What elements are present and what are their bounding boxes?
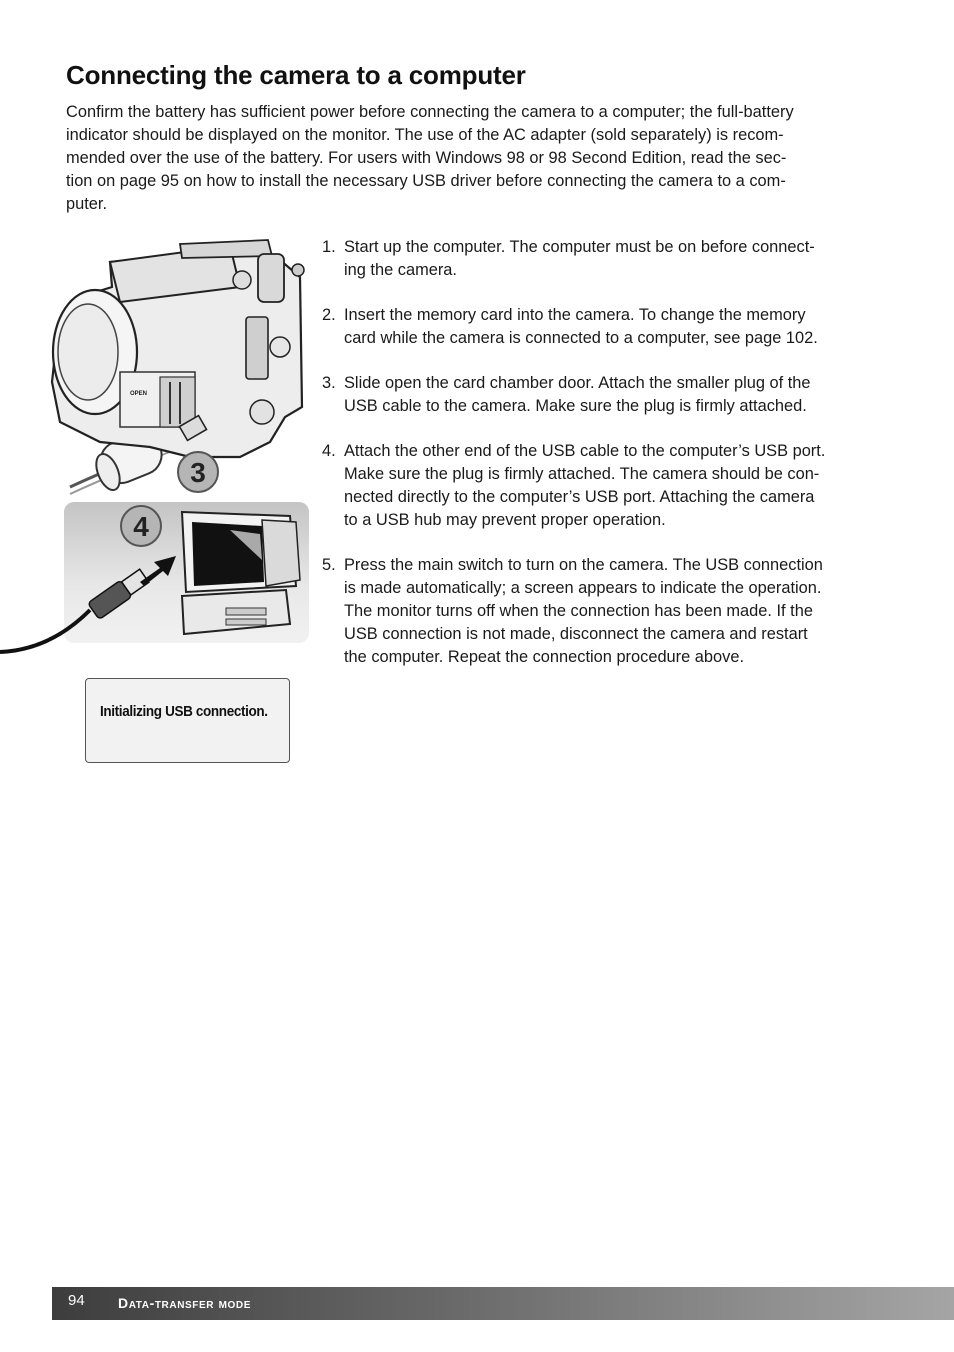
step-text: Start up the computer. The computer must be on before connect- xyxy=(344,238,815,256)
step-text: Make sure the plug is firmly attached. The camera should be con- xyxy=(344,465,820,483)
intro-line: Confirm the battery has sufficient power before connecting the camera to a computer; the full-battery xyxy=(66,103,794,121)
step-text: USB connection is not made, disconnect the camera and restart xyxy=(344,625,808,643)
intro-line: tion on page 95 on how to install the necessary USB driver before connecting the camera to a com- xyxy=(66,172,786,190)
section-title: Data-transfer mode xyxy=(118,1295,251,1311)
step-number: 5. xyxy=(322,556,336,574)
step-text: Attach the other end of the USB cable to the computer’s USB port. xyxy=(344,442,826,460)
step-item xyxy=(322,372,892,418)
open-label: OPEN xyxy=(130,391,148,397)
lcd-message-box xyxy=(85,678,290,763)
step-item xyxy=(322,554,892,669)
intro-line: mended over the use of the battery. For users with Windows 98 or 98 Second Edition, read the sec- xyxy=(66,149,787,167)
page-title: Connecting the camera to a computer xyxy=(66,60,526,90)
step-item xyxy=(322,304,892,350)
step-number: 1. xyxy=(322,238,336,256)
step-text: Press the main switch to turn on the camera. The USB connection xyxy=(344,556,823,574)
step-number: 2. xyxy=(322,306,336,324)
step-text: ing the camera. xyxy=(344,261,457,279)
step-text: Slide open the card chamber door. Attach the smaller plug of the xyxy=(344,374,811,392)
step-number: 3. xyxy=(322,374,336,392)
step-text: to a USB hub may prevent proper operation. xyxy=(344,511,666,529)
step-item xyxy=(322,236,892,282)
steps-list xyxy=(322,236,892,691)
lcd-message: Initializing USB connection. xyxy=(100,703,268,720)
step-text: is made automatically; a screen appears to indicate the operation. xyxy=(344,579,822,597)
step-text: USB cable to the camera. Make sure the plug is firmly attached. xyxy=(344,397,807,415)
step-text: the computer. Repeat the connection procedure above. xyxy=(344,648,745,666)
computer-illustration xyxy=(0,500,320,665)
page-footer xyxy=(52,1287,954,1320)
intro-paragraph xyxy=(66,101,886,216)
page-number: 94 xyxy=(68,1292,85,1309)
callout-3: 3 xyxy=(190,457,206,488)
step-text: card while the camera is connected to a computer, see page 102. xyxy=(344,329,818,347)
intro-line: indicator should be displayed on the monitor. The use of the AC adapter (sold separately) is recom- xyxy=(66,126,784,144)
intro-line: puter. xyxy=(66,195,108,213)
step-text: nected directly to the computer’s USB port. Attaching the camera xyxy=(344,488,815,506)
step-text: Insert the memory card into the camera. To change the memory xyxy=(344,306,806,324)
callout-4: 4 xyxy=(133,511,149,542)
step-item xyxy=(322,440,892,532)
step-number: 4. xyxy=(322,442,336,460)
step-text: The monitor turns off when the connection has been made. If the xyxy=(344,602,813,620)
